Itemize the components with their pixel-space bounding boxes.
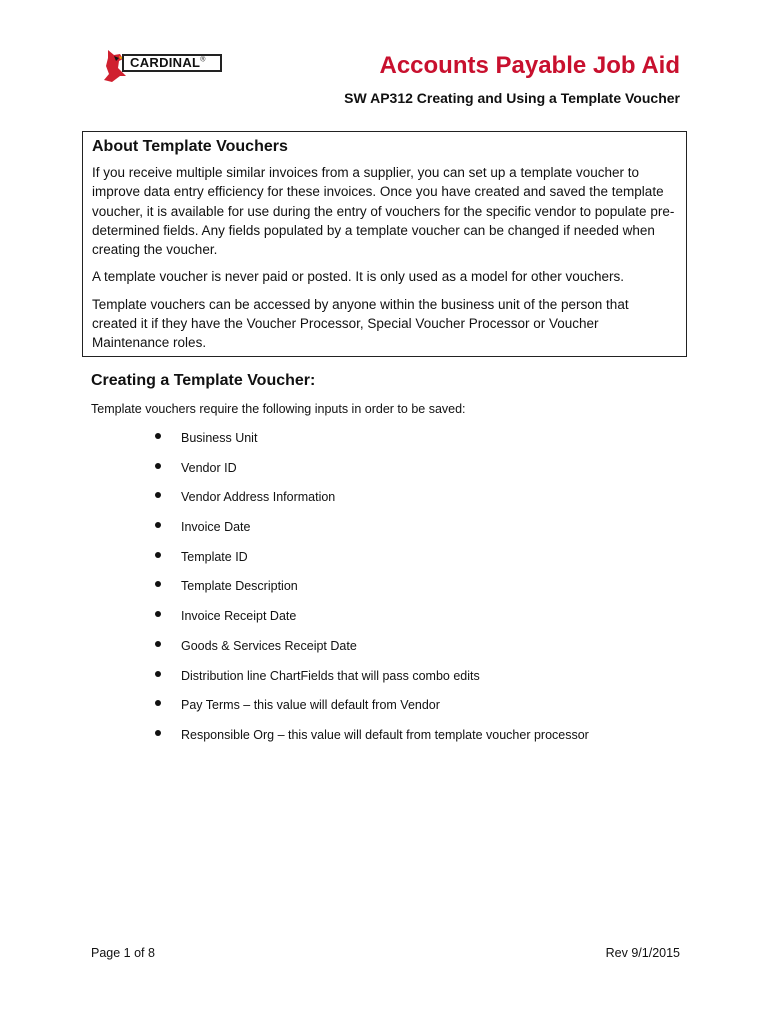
list-item: Pay Terms – this value will default from Vendor (152, 697, 589, 727)
bullet-icon (155, 522, 161, 528)
about-paragraph-1: If you receive multiple similar invoices from a supplier, you can set up a template voucher to improve data entry efficiency for these invoices. Once you have created and saved the template voucher, it is available for use during the entry of vouchers for the specific vendor to populate pre-determined fields. Any fields populated by a template voucher can be changed if needed when creating the voucher. (92, 165, 675, 258)
required-inputs-list (152, 430, 589, 757)
list-item: Template ID (152, 549, 589, 579)
about-paragraph-3: Template vouchers can be accessed by anyone within the business unit of the person that created it if they have the Voucher Processor, Special Voucher Processor or Voucher Maintenance roles. (92, 296, 629, 351)
about-template-vouchers-box (82, 131, 687, 357)
bullet-icon (155, 552, 161, 558)
bullet-icon (155, 700, 161, 706)
bullet-icon (155, 641, 161, 647)
list-item: Business Unit (152, 430, 589, 460)
list-item: Responsible Org – this value will default from template voucher processor (152, 727, 589, 757)
bullet-icon (155, 433, 161, 439)
list-item: Distribution line ChartFields that will pass combo edits (152, 668, 589, 698)
logo-text: CARDINAL® (130, 55, 206, 70)
list-item: Template Description (152, 578, 589, 608)
cardinal-logo (96, 46, 236, 86)
bullet-icon (155, 581, 161, 587)
about-paragraph-2: A template voucher is never paid or posted. It is only used as a model for other vouchers. (92, 269, 625, 285)
bullet-icon (155, 611, 161, 617)
creating-heading: Creating a Template Voucher: (91, 372, 316, 389)
bullet-icon (155, 730, 161, 736)
creating-intro: Template vouchers require the following inputs in order to be saved: (91, 402, 466, 416)
about-heading: About Template Vouchers (92, 138, 288, 155)
list-item: Goods & Services Receipt Date (152, 638, 589, 668)
document-subtitle: SW AP312 Creating and Using a Template Voucher (344, 90, 680, 106)
list-item: Vendor Address Information (152, 489, 589, 519)
list-item: Invoice Receipt Date (152, 608, 589, 638)
document-title: Accounts Payable Job Aid (379, 52, 680, 79)
page-number: Page 1 of 8 (91, 946, 155, 960)
bullet-icon (155, 463, 161, 469)
bullet-icon (155, 492, 161, 498)
bullet-icon (155, 671, 161, 677)
revision-date: Rev 9/1/2015 (605, 946, 680, 960)
list-item: Vendor ID (152, 460, 589, 490)
list-item: Invoice Date (152, 519, 589, 549)
